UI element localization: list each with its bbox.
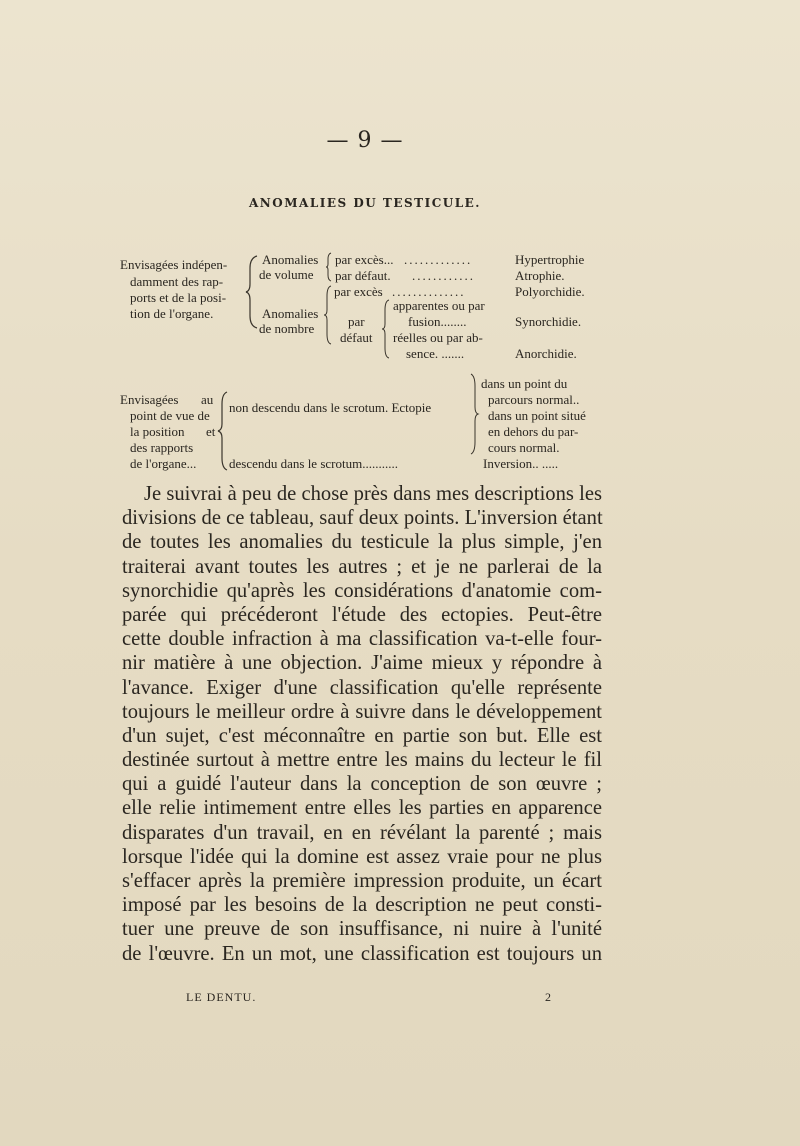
t2-category-brace xyxy=(216,390,230,472)
t1-result-anorchidie: Anorchidie. xyxy=(515,346,577,361)
t1-result-atrophie: Atrophie. xyxy=(515,268,565,283)
t1-leader-1: ............. xyxy=(404,252,473,267)
t1-result-hypertrophie: Hypertrophie xyxy=(515,252,585,267)
body-line: de toutes les anomalies du testicule la plus simple, j'en xyxy=(122,531,602,554)
body-line: s'effacer après la première impression produite, un écart xyxy=(122,870,602,892)
t1-par-label: par xyxy=(348,314,365,329)
t2-category-line-1a: Envisagées xyxy=(120,392,179,407)
t2-ectopie-4: en dehors du par- xyxy=(488,424,579,439)
t2-category-line-3b: et xyxy=(206,424,216,439)
body-paragraph xyxy=(122,482,602,966)
t2-ectopie-2: parcours normal.. xyxy=(488,392,580,407)
page-number: — 9 — xyxy=(326,128,404,153)
t1-category-line-1: Envisagées indépen- xyxy=(120,257,228,272)
t1-category-line-4: tion de l'organe. xyxy=(130,306,214,321)
body-line: synorchidie qu'après les considérations d'anatomie com- xyxy=(122,579,602,602)
section-title: ANOMALIES DU TESTICULE. xyxy=(249,196,481,210)
t1-apparentes-1: apparentes ou par xyxy=(393,298,485,313)
body-line: elle relie intimement entre elles les parties en apparence xyxy=(122,797,602,820)
t1-nombre-brace xyxy=(322,284,334,346)
t1-result-synorchidie: Synorchidie. xyxy=(515,314,582,329)
t2-ectopie-3: dans un point situé xyxy=(488,408,586,423)
body-line: d'un sujet, c'est méconnaître en partie son but. Elle est xyxy=(122,724,602,747)
body-line: lorsque l'idée qui la domine est assez vraie pour ne plus xyxy=(122,845,602,868)
t2-category-line-4: des rapports xyxy=(130,440,194,455)
body-line: disparates d'un travail, en en révélant la parenté ; mais xyxy=(122,821,602,844)
footer-signature: LE DENTU. xyxy=(186,990,257,1004)
t1-nombre-label-1: Anomalies xyxy=(262,306,319,321)
t2-category-line-2: point de vue de xyxy=(130,408,210,423)
t2-non-descendu: non descendu dans le scrotum. Ectopie xyxy=(229,400,432,415)
t1-apparentes-2: fusion........ xyxy=(408,314,467,329)
t2-inversion: Inversion.. ..... xyxy=(483,456,559,471)
t1-leader-2: ............ xyxy=(412,268,475,283)
body-line: nir matière à une objection. J'aime mieux y répondre à xyxy=(122,652,602,675)
t1-row-defaut: par défaut. xyxy=(335,268,391,283)
t1-row-exces: par excès... xyxy=(335,252,394,267)
t1-row-nombre-exces: par excès xyxy=(334,284,383,299)
footer-sheet-number: 2 xyxy=(545,990,552,1004)
t1-apparentes-4: sence. ....... xyxy=(406,346,465,361)
t1-category-line-2: damment des rap- xyxy=(130,274,224,289)
body-line: de l'œuvre. En un mot, une classification est toujours un xyxy=(122,942,602,965)
t1-category-line-3: ports et de la posi- xyxy=(130,290,227,305)
t2-ectopie-brace xyxy=(468,372,480,456)
t1-par-defaut-brace xyxy=(380,298,392,360)
body-line: divisions de ce tableau, sauf deux points. L'inversion étant xyxy=(122,507,603,530)
body-line: cette double infraction à ma classification va-t-elle four- xyxy=(122,628,602,651)
t2-descendu: descendu dans le scrotum........... xyxy=(229,456,398,471)
body-line: destinée surtout à mettre entre les mains du lecteur le fil xyxy=(122,749,602,772)
t1-category-brace xyxy=(244,254,260,330)
t1-result-polyorchidie: Polyorchidie. xyxy=(515,284,585,299)
t1-defaut-label: défaut xyxy=(340,330,373,345)
t1-apparentes-3: réelles ou par ab- xyxy=(393,330,483,345)
body-line: Je suivrai à peu de chose près dans mes descriptions les xyxy=(144,483,602,505)
body-line: parée qui précéderont l'étude des ectopies. Peut-être xyxy=(122,603,602,626)
t2-ectopie-1: dans un point du xyxy=(481,376,568,391)
t1-volume-label-2: de volume xyxy=(259,267,314,282)
body-line: toujours le meilleur ordre à suivre dans le développement xyxy=(122,700,602,723)
body-line: imposé par les besoins de la description ne peut consti- xyxy=(122,894,602,917)
t2-ectopie-5: cours normal. xyxy=(488,440,560,455)
t1-nombre-label-2: de nombre xyxy=(259,321,315,336)
body-line: qui a guidé l'auteur dans la conception de son œuvre ; xyxy=(122,773,602,796)
body-line: traiterai avant toutes les autres ; et je ne parlerai de la xyxy=(122,555,602,578)
t2-category-line-3a: la position xyxy=(130,424,185,439)
body-line: tuer une preuve de son insuffisance, ni nuire à l'unité xyxy=(122,918,602,941)
t2-category-line-1b: au xyxy=(201,392,214,407)
t1-volume-label-1: Anomalies xyxy=(262,252,319,267)
body-line: l'avance. Exiger d'une classification qu'elle représente xyxy=(122,676,602,699)
t1-volume-brace xyxy=(324,252,334,282)
t2-category-line-5: de l'organe... xyxy=(130,456,197,471)
t1-leader-3: .............. xyxy=(392,284,466,299)
